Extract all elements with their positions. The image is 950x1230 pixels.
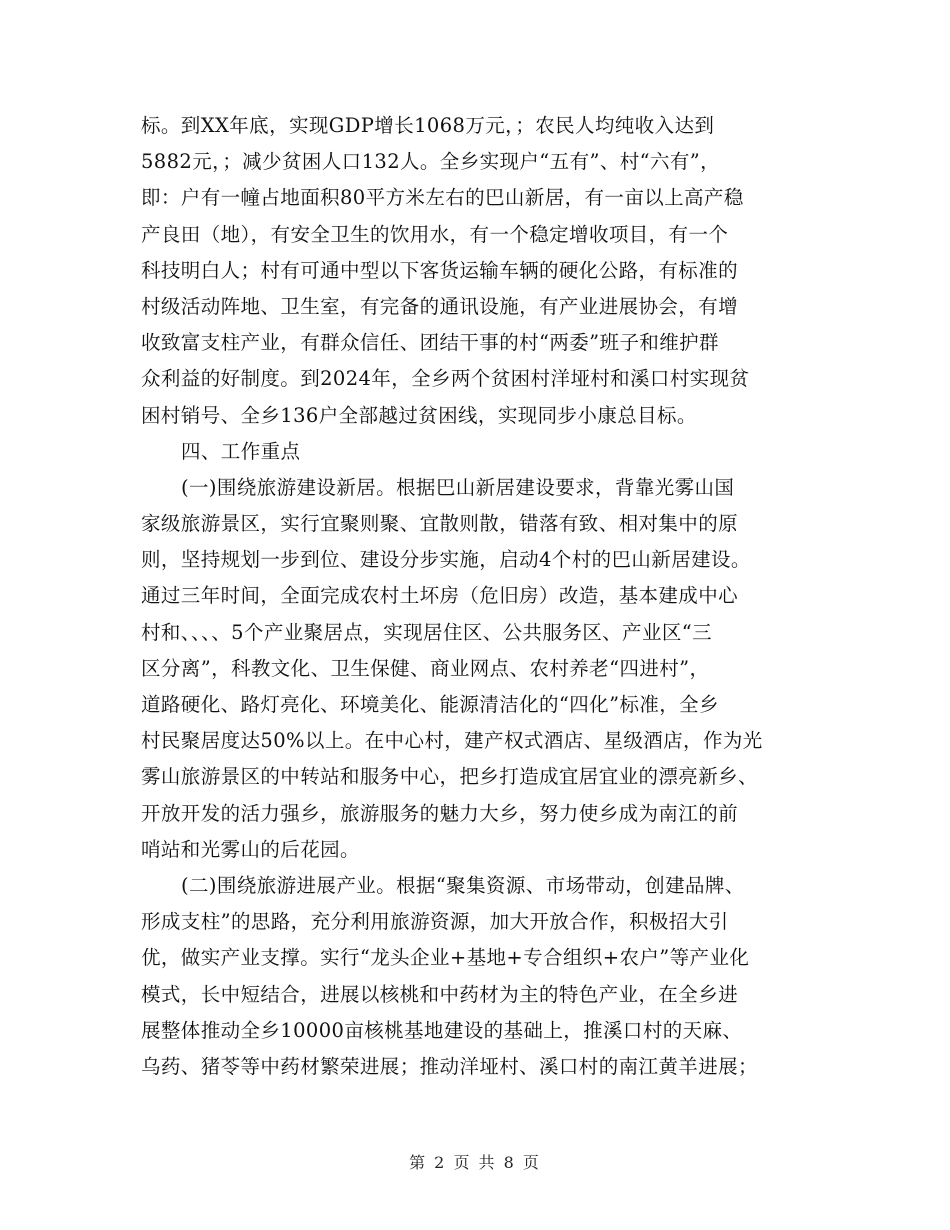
body-line: 标。到XX年底，实现GDP增长1068万元，；农民人均纯收入达到	[141, 114, 715, 137]
body-line: 四、工作重点	[181, 439, 301, 463]
body-line: 即：户有一幢占地面积80平方米左右的巴山新居，有一亩以上高产稳	[141, 186, 744, 210]
body-line: 展整体推动全乡10000亩核桃基地建设的基础上，推溪口村的天麻、	[141, 1018, 743, 1042]
body-line: 村民聚居度达50%以上。在中心村，建产权式酒店、星级酒店，作为光	[141, 729, 763, 753]
body-line: 形成支柱”的思路，充分利用旅游资源，加大开放合作，积极招大引	[141, 910, 729, 934]
body-line: 村级活动阵地、卫生室，有完备的通讯设施，有产业进展协会，有增	[141, 294, 739, 318]
body-line: 科技明白人；村有可通中型以下客货运输车辆的硬化公路，有标准的	[141, 258, 739, 282]
body-line: 开放开发的活力强乡，旅游服务的魅力大乡，努力使乡成为南江的前	[141, 801, 739, 825]
body-line: 哨站和光雾山的后花园。	[141, 837, 360, 861]
body-line: 优，做实产业支撑。实行“龙头企业+基地+专合组织+农户”等产业化	[141, 946, 750, 970]
body-line: 雾山旅游景区的中转站和服务中心，把乡打造成宜居宜业的漂亮新乡、	[141, 765, 758, 789]
body-line: 则，坚持规划一步到位、建设分步实施，启动4个村的巴山新居建设。	[141, 548, 751, 572]
body-line: (二)围绕旅游进展产业。根据“聚集资源、市场带动，创建品牌、	[181, 873, 745, 897]
body-line: 道路硬化、路灯亮化、环境美化、能源清洁化的“四化”标准，全乡	[141, 693, 719, 716]
body-line: 模式，长中短结合，进展以核桃和中药材为主的特色产业，在全乡进	[141, 982, 739, 1006]
body-line: 困村销号、全乡136户全部越过贫困线，实现同步小康总目标。	[141, 403, 697, 427]
body-line: 通过三年时间，全面完成农村土坏房（危旧房）改造，基本建成中心	[141, 584, 739, 608]
body-line: (一)围绕旅游建设新居。根据巴山新居建设要求，背靠光雾山国	[181, 475, 735, 499]
body-line: 乌药、猪苓等中药材繁荣进展；推动洋垭村、溪口村的南江黄羊进展；	[141, 1054, 758, 1078]
body-line: 众利益的好制度。到2024年，全乡两个贫困村洋垭村和溪口村实现贫	[141, 367, 750, 391]
body-line: 收致富支柱产业，有群众信任、团结干事的村“两委”班子和维护群	[141, 331, 719, 355]
document-body	[141, 108, 809, 1085]
body-line: 家级旅游景区，实行宜聚则聚、宜散则散，错落有致、相对集中的原	[141, 512, 739, 536]
body-line: 村和、、、、5个产业聚居点，实现居住区、公共服务区、产业区“三	[141, 620, 713, 644]
body-line: 产良田（地），有安全卫生的饮用水，有一个稳定增收项目，有一个	[141, 222, 729, 246]
body-line: 区分离”，科教文化、卫生保健、商业网点、农村养老“四进村”，	[141, 656, 710, 680]
body-line: 5882元，；减少贫困人口132人。全乡实现户“五有”、村“六有”，	[141, 150, 721, 174]
page-number-footer: 第 2 页 共 8 页	[409, 1153, 541, 1172]
